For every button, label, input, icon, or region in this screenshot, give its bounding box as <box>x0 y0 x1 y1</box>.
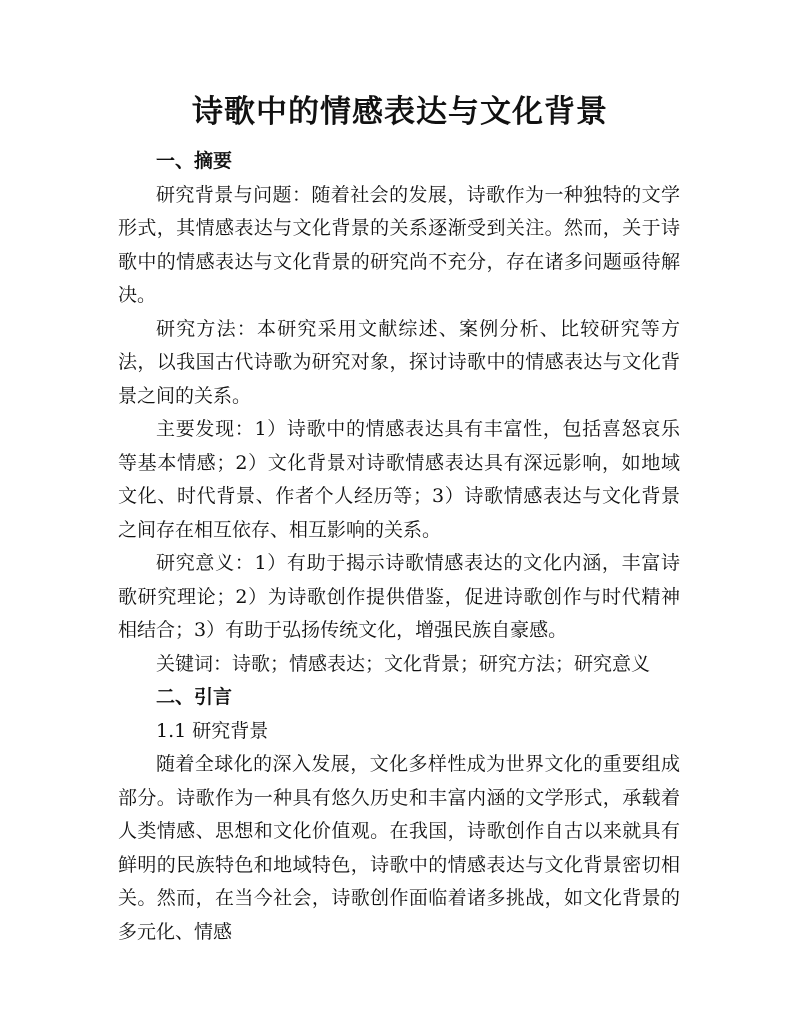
document-body <box>118 145 680 949</box>
keywords-paragraph: 关键词：诗歌；情感表达；文化背景；研究方法；研究意义 <box>156 652 651 675</box>
document-title: 诗歌中的情感表达与文化背景 <box>192 94 608 130</box>
research-background-subheading: 1.1 研究背景 <box>156 719 269 742</box>
abstract-findings-paragraph: 主要发现：1）诗歌中的情感表达具有丰富性，包括喜怒哀乐等基本情感；2）文化背景对诗歌情感表达具有深远影响，如地域文化、时代背景、作者个人经历等；3）诗歌情感表达与文化背景之间存在相互依存、相互影响的关系。 <box>118 418 680 541</box>
abstract-significance-paragraph: 研究意义：1）有助于揭示诗歌情感表达的文化内涵，丰富诗歌研究理论；2）为诗歌创作提供借鉴，促进诗歌创作与时代精神相结合；3）有助于弘扬传统文化，增强民族自豪感。 <box>118 552 680 641</box>
abstract-heading: 一、摘要 <box>156 150 233 172</box>
abstract-background-paragraph: 研究背景与问题：随着社会的发展，诗歌作为一种独特的文学形式，其情感表达与文化背景的关系逐渐受到关注。然而，关于诗歌中的情感表达与文化背景的研究尚不充分，存在诸多问题亟待解决。 <box>118 183 680 306</box>
abstract-methods-paragraph: 研究方法：本研究采用文献综述、案例分析、比较研究等方法，以我国古代诗歌为研究对象，探讨诗歌中的情感表达与文化背景之间的关系。 <box>118 317 680 407</box>
introduction-paragraph: 随着全球化的深入发展，文化多样性成为世界文化的重要组成部分。诗歌作为一种具有悠久历史和丰富内涵的文学形式，承载着人类情感、思想和文化价值观。在我国，诗歌创作自古以来就具有鲜明的民族特色和地域特色，诗歌中的情感表达与文化背景密切相关。然而，在当今社会，诗歌创作面临着诸多挑战，如文化背景的多元化、情感 <box>118 753 680 943</box>
introduction-heading: 二、引言 <box>156 686 233 708</box>
